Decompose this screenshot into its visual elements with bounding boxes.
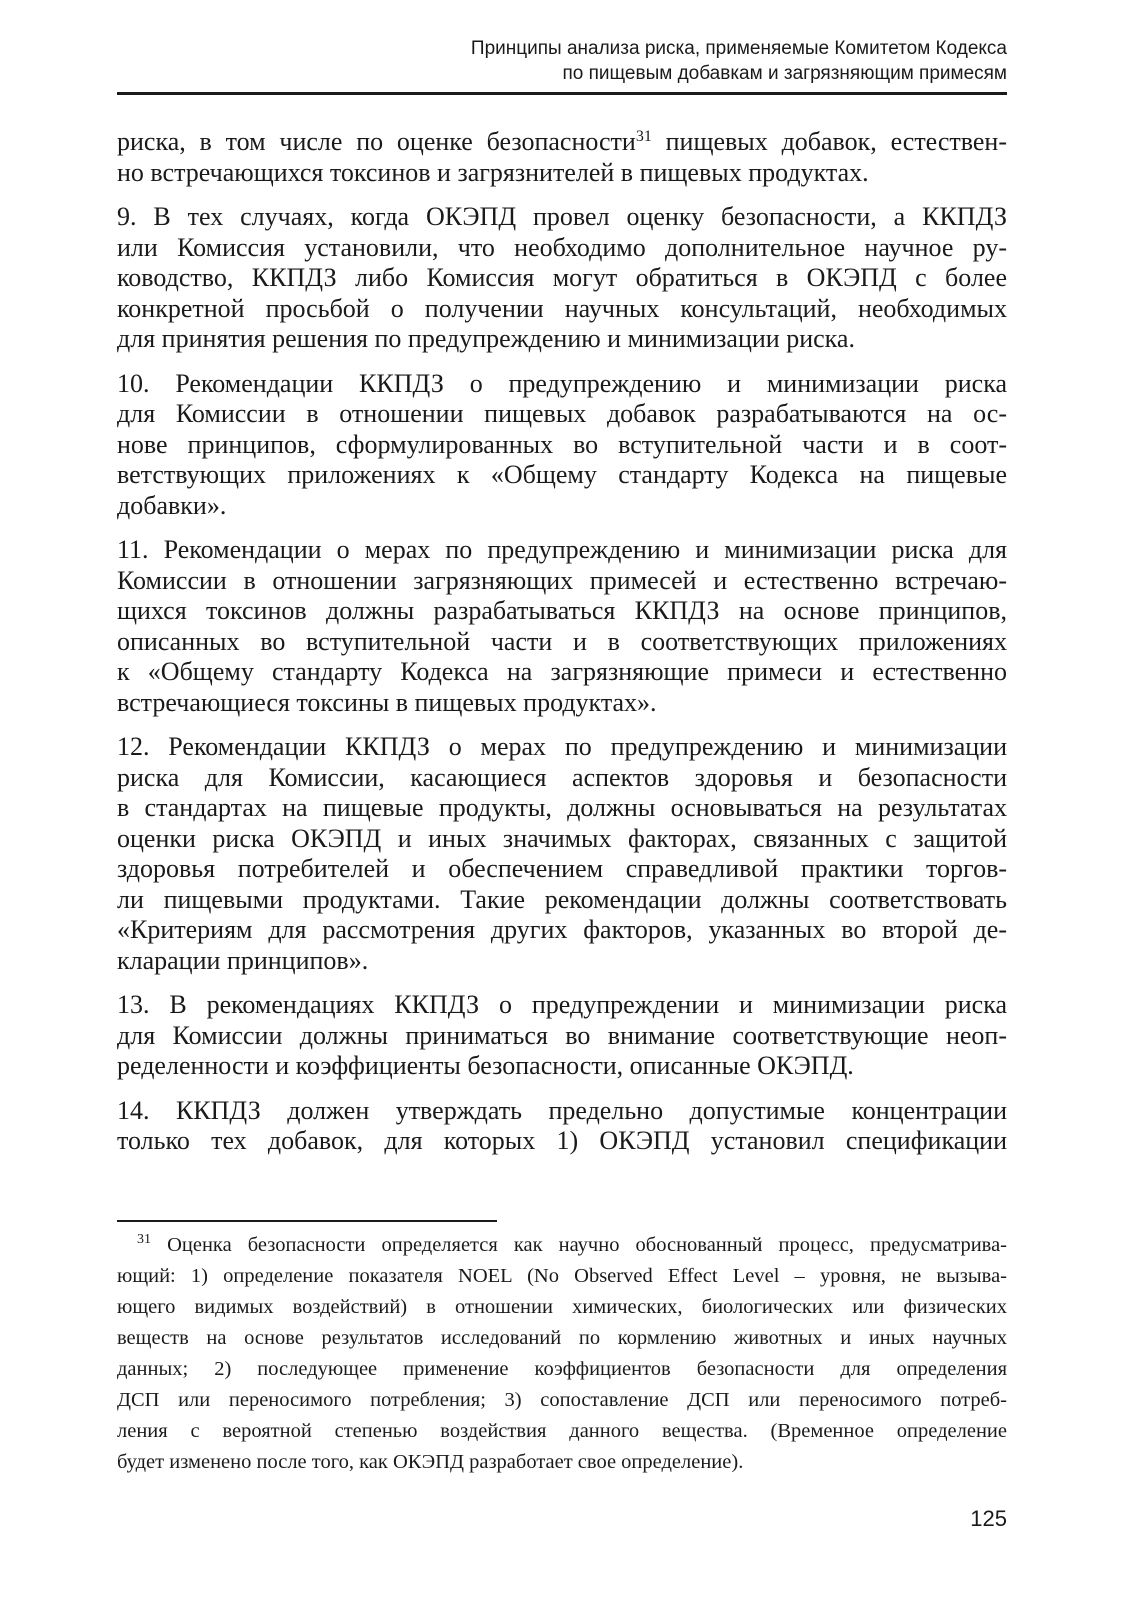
footnote-line: ющий: 1) определение показателя NOEL (No Observed Effect Level – уровня, не вызыва- bbox=[117, 1265, 1007, 1287]
paragraph-13 bbox=[117, 990, 1007, 1082]
text-fragment: риска, в том числе по оценке безопасности bbox=[117, 127, 636, 156]
paragraph-line: в стандартах на пищевые продукты, должны основываться на результатах bbox=[117, 793, 1007, 822]
text-fragment: пищевых добавок, естествен- bbox=[651, 127, 1008, 156]
paragraph-line: для Комиссии в отношении пищевых добавок разрабатываются на ос- bbox=[117, 399, 1007, 428]
paragraph-line: ли пищевыми продуктами. Такие рекомендации должны соответствовать bbox=[117, 884, 1007, 914]
footnote-line bbox=[117, 1230, 1007, 1261]
paragraph-10 bbox=[117, 369, 1007, 522]
footnote-line: ющего видимых воздействий) в отношении химических, биологических или физических bbox=[117, 1296, 1007, 1318]
paragraph-line: риска для Комиссии, касающиеся аспектов здоровья и безопасности bbox=[117, 762, 1007, 792]
paragraph-line: нове принципов, сформулированных во вступительной части и в соот- bbox=[117, 429, 1007, 459]
paragraph-line: здоровья потребителей и обеспечением справедливой практики торгов- bbox=[117, 854, 1007, 883]
running-header-line-2: по пищевым добавкам и загрязняющим примесям bbox=[562, 63, 1007, 84]
paragraph-line: встречающиеся токсины в пищевых продуктах». bbox=[117, 687, 657, 717]
footnote-rule bbox=[117, 1220, 497, 1222]
paragraph-line: описанных во вступительной части и в соответствующих приложениях bbox=[117, 626, 1007, 656]
document-page bbox=[117, 0, 1007, 1600]
paragraph-line: «Критериям для рассмотрения других факторов, указанных во второй де- bbox=[117, 915, 1007, 944]
paragraph-line: 10. Рекомендации ККПДЗ о предупреждению и минимизации риска bbox=[117, 368, 1007, 398]
paragraph-continuation bbox=[117, 127, 1007, 188]
paragraph-line: но встречающихся токсинов и загрязнителей в пищевых продуктах. bbox=[117, 157, 869, 187]
paragraph-line: 12. Рекомендации ККПДЗ о мерах по предупреждению и минимизации bbox=[117, 732, 1007, 761]
paragraph-11 bbox=[117, 535, 1007, 718]
footnote-line: данных; 2) последующее применение коэффициентов безопасности для определения bbox=[117, 1358, 1007, 1380]
text-fragment: Оценка безопасности определяется как научно обоснованный процесс, предусматрива- bbox=[151, 1234, 1007, 1256]
running-header-line-1: Принципы анализа риска, применяемые Комитетом Кодекса bbox=[470, 38, 1007, 59]
paragraph-line: добавки». bbox=[117, 490, 227, 520]
paragraph-line: оценки риска ОКЭПД и иных значимых факторах, связанных с защитой bbox=[117, 823, 1007, 853]
paragraph-line: 11. Рекомендации о мерах по предупреждению и минимизации риска для bbox=[117, 535, 1007, 564]
page-number: 125 bbox=[970, 1506, 1007, 1531]
paragraph-line: только тех добавок, для которых 1) ОКЭПД установил спецификации bbox=[117, 1126, 1007, 1155]
footnote-line: веществ на основе результатов исследований по кормлению животных и иных научных bbox=[117, 1327, 1007, 1349]
footnote-reference[interactable]: 31 bbox=[635, 128, 652, 145]
paragraph-line: для Комиссии должны приниматься во внимание соответствующие неоп- bbox=[117, 1020, 1007, 1050]
paragraph-line: ределенности и коэффициенты безопасности, описанные ОКЭПД. bbox=[117, 1051, 854, 1080]
footnote-31 bbox=[117, 1230, 1007, 1478]
footnote-line: ления с вероятной степенью воздействия данного вещества. (Временное определение bbox=[117, 1420, 1007, 1442]
paragraph-9 bbox=[117, 202, 1007, 355]
body-text bbox=[117, 127, 1007, 1171]
footnote-marker: 31 bbox=[137, 1232, 151, 1247]
paragraph-line: 14. ККПДЗ должен утверждать предельно допустимые концентрации bbox=[117, 1095, 1007, 1125]
paragraph-line bbox=[117, 127, 1007, 158]
paragraph-14 bbox=[117, 1096, 1007, 1157]
running-header bbox=[117, 36, 1007, 86]
footnote-line: будет изменено после того, как ОКЭПД разработает свое определение). bbox=[117, 1451, 744, 1473]
paragraph-line: ководство, ККПДЗ либо Комиссия могут обратиться в ОКЭПД с более bbox=[117, 263, 1007, 292]
paragraph-line: ветствующих приложениях к «Общему стандарту Кодекса на пищевые bbox=[117, 460, 1007, 489]
paragraph-line: 13. В рекомендациях ККПДЗ о предупреждении и минимизации риска bbox=[117, 990, 1007, 1019]
paragraph-line: конкретной просьбой о получении научных консультаций, необходимых bbox=[117, 293, 1007, 323]
header-rule bbox=[117, 92, 1007, 95]
paragraph-line: щихся токсинов должны разрабатываться ККПДЗ на основе принципов, bbox=[117, 596, 1007, 625]
paragraph-line: или Комиссия установили, что необходимо дополнительное научное ру- bbox=[117, 232, 1007, 262]
footnote-line: ДСП или переносимого потребления; 3) сопоставление ДСП или переносимого потреб- bbox=[117, 1389, 1007, 1411]
paragraph-line: кларации принципов». bbox=[117, 945, 369, 975]
paragraph-12 bbox=[117, 732, 1007, 976]
paragraph-line: для принятия решения по предупреждению и минимизации риска. bbox=[117, 324, 855, 353]
paragraph-line: 9. В тех случаях, когда ОКЭПД провел оценку безопасности, а ККПДЗ bbox=[117, 202, 1007, 231]
paragraph-line: к «Общему стандарту Кодекса на загрязняющие примеси и естественно bbox=[117, 657, 1007, 686]
paragraph-line: Комиссии в отношении загрязняющих примесей и естественно встречаю- bbox=[117, 565, 1007, 595]
